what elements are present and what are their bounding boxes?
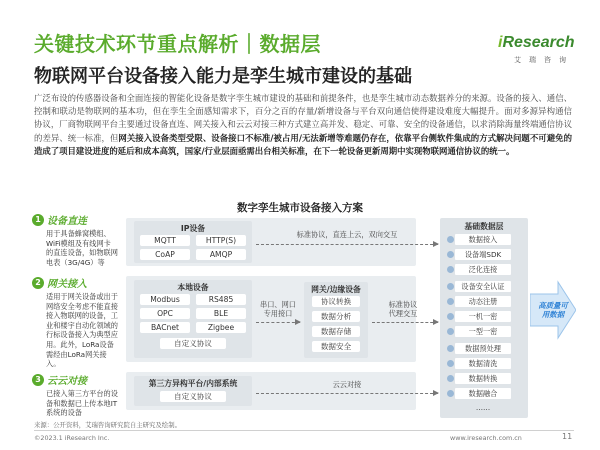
block-title: 网关接入: [47, 279, 87, 290]
page-subtitle: 物联网平台设备接入能力是孪生城市建设的基础: [34, 66, 412, 87]
protocol-chip: Zigbee: [196, 322, 246, 333]
block-title: 设备直连: [47, 216, 87, 227]
item-icon: [447, 266, 454, 273]
protocol-chip: RS485: [196, 294, 246, 305]
website-url: www.iresearch.com.cn: [450, 434, 522, 442]
block-direct-connect: [32, 212, 118, 267]
connector-label-direct: 标准协议，直连上云，双向交互: [296, 230, 398, 239]
connector-line: 代理交互: [388, 309, 418, 318]
arrow-cloud: [256, 393, 438, 394]
protocol-chip: 自定义协议: [160, 338, 226, 349]
item-icon: [447, 328, 454, 335]
protocol-chip: Modbus: [140, 294, 190, 305]
platform-item: 数据转换: [455, 373, 511, 384]
protocol-chip: OPC: [140, 308, 190, 319]
panel-title: 本地设备: [177, 283, 209, 292]
item-icon: [447, 345, 454, 352]
platform-item: 数据接入: [455, 234, 511, 245]
panel-title: IP设备: [180, 224, 206, 233]
connector-label-cloud: 云云对接: [332, 380, 362, 389]
platform-item: 一型一密: [455, 326, 511, 337]
number-badge: 1: [32, 214, 44, 226]
logo-research: Research: [502, 34, 575, 51]
platform-item: 一机一密: [455, 311, 511, 322]
item-icon: [447, 251, 454, 258]
intro-text: 广泛布设的传感器设备和全面连接的智能化设备是数字孪生城市建设的基础和前提条件，也是孪生城市动态数据养分的来源。设备的接入、通信、控制和联动是物联网的基本功，但在孪生全面感知需求下，百分之百的存量/新增设备与平台双向通信使得建设难度大幅提升。面对多源异构通信协议，厂商物联网平台主要通过设备直连、网关接入和云云对接三种方式建立高并发、稳定、可靠、安全的设备通信，以求消除海量终端通信协议的差异、统一标准，但: [34, 93, 572, 143]
connector-label-gateway: [372, 300, 434, 318]
source-note: 来源：公开资料，艾瑞咨询研究院自主研究及绘制。: [34, 421, 181, 429]
connector-line: 串口、网口: [260, 300, 296, 309]
output-label: 高质量可用数据: [538, 301, 568, 319]
platform-item: 数据清洗: [455, 358, 511, 369]
platform-item: 设备端SDK: [455, 249, 511, 260]
protocol-chip: BLE: [196, 308, 246, 319]
logo-subtitle: 艾瑞咨询: [514, 56, 574, 64]
protocol-chip: BACnet: [140, 322, 190, 333]
block-gateway-access: [32, 275, 118, 369]
logo-i: i: [498, 34, 503, 51]
gateway-chip: 数据存储: [312, 326, 360, 337]
intro-text-bold: 网关接入设备类型受限、设备接口不标准/被占用/无法新增等难题仍存在，依靠平台侧软件集成的方式解决问题不可避免的造成了项目建设进度的延后和成本高筑，国家/行业层面亟需出台相关标准，在下一轮设备更新周期中实现物联网通信协议的统一。: [34, 132, 572, 156]
connector-label-serial: [256, 300, 300, 318]
gateway-chip: 数据安全: [312, 341, 360, 352]
arrow-to-gateway: [256, 322, 300, 323]
number-badge: 3: [32, 374, 44, 386]
block-cloud-to-cloud: [32, 372, 118, 418]
item-icon: [447, 283, 454, 290]
protocol-chip: AMQP: [196, 249, 246, 260]
protocol-chip: HTTP(S): [196, 235, 246, 246]
panel-title: 基础数据层: [464, 222, 504, 231]
platform-item: 数据融合: [455, 388, 511, 399]
page-title: 关键技术环节重点解析｜数据层: [34, 32, 321, 56]
block-description: 用于具备蜂窝模组、WiFi模组及有线网卡的直连设备，如物联网电表（3G/4G）等: [46, 229, 118, 267]
arrow-gateway-to-platform: [372, 322, 438, 323]
item-icon: [447, 236, 454, 243]
connector-line: 专用接口: [263, 309, 293, 318]
item-icon: [447, 298, 454, 305]
item-icon: [447, 360, 454, 367]
item-icon: [447, 390, 454, 397]
item-icon: [447, 313, 454, 320]
block-description: 适用于网关设备或出于网络安全考虑不能直接接入物联网的设备，工业和楼宇自动化领域的行标设备接入为典型应用。此外，LoRa设备需经由LoRa网关接入。: [46, 292, 118, 369]
protocol-chip: MQTT: [140, 235, 190, 246]
panel-title: 第三方异构平台/内部系统: [148, 379, 238, 388]
intro-paragraph: [34, 92, 572, 158]
block-title: 云云对接: [47, 376, 87, 387]
panel-title: 网关/边缘设备: [311, 285, 361, 294]
platform-item: 数据预处理: [455, 343, 511, 354]
iresearch-logo: [498, 34, 578, 68]
protocol-chip: 自定义协议: [160, 391, 226, 402]
page-number: 11: [562, 432, 573, 441]
copyright: ©2023.1 iResearch Inc.: [34, 434, 110, 442]
gateway-chip: 协议转换: [312, 296, 360, 307]
protocol-chip: CoAP: [140, 249, 190, 260]
gateway-chip: 数据分析: [312, 311, 360, 322]
footer-divider: [34, 430, 574, 431]
connector-line: 标准协议: [388, 300, 418, 309]
diagram-title: 数字孪生城市设备接入方案: [237, 202, 363, 214]
platform-item: 动态注册: [455, 296, 511, 307]
platform-item-ellipsis: ……: [475, 403, 491, 412]
platform-item: 设备安全认证: [455, 281, 511, 292]
number-badge: 2: [32, 277, 44, 289]
item-icon: [447, 375, 454, 382]
block-description: 已接入第三方平台的设备和数据已上传本地IT系统的设备: [46, 389, 118, 418]
arrow-direct: [256, 244, 438, 245]
platform-item: 泛化连接: [455, 264, 511, 275]
